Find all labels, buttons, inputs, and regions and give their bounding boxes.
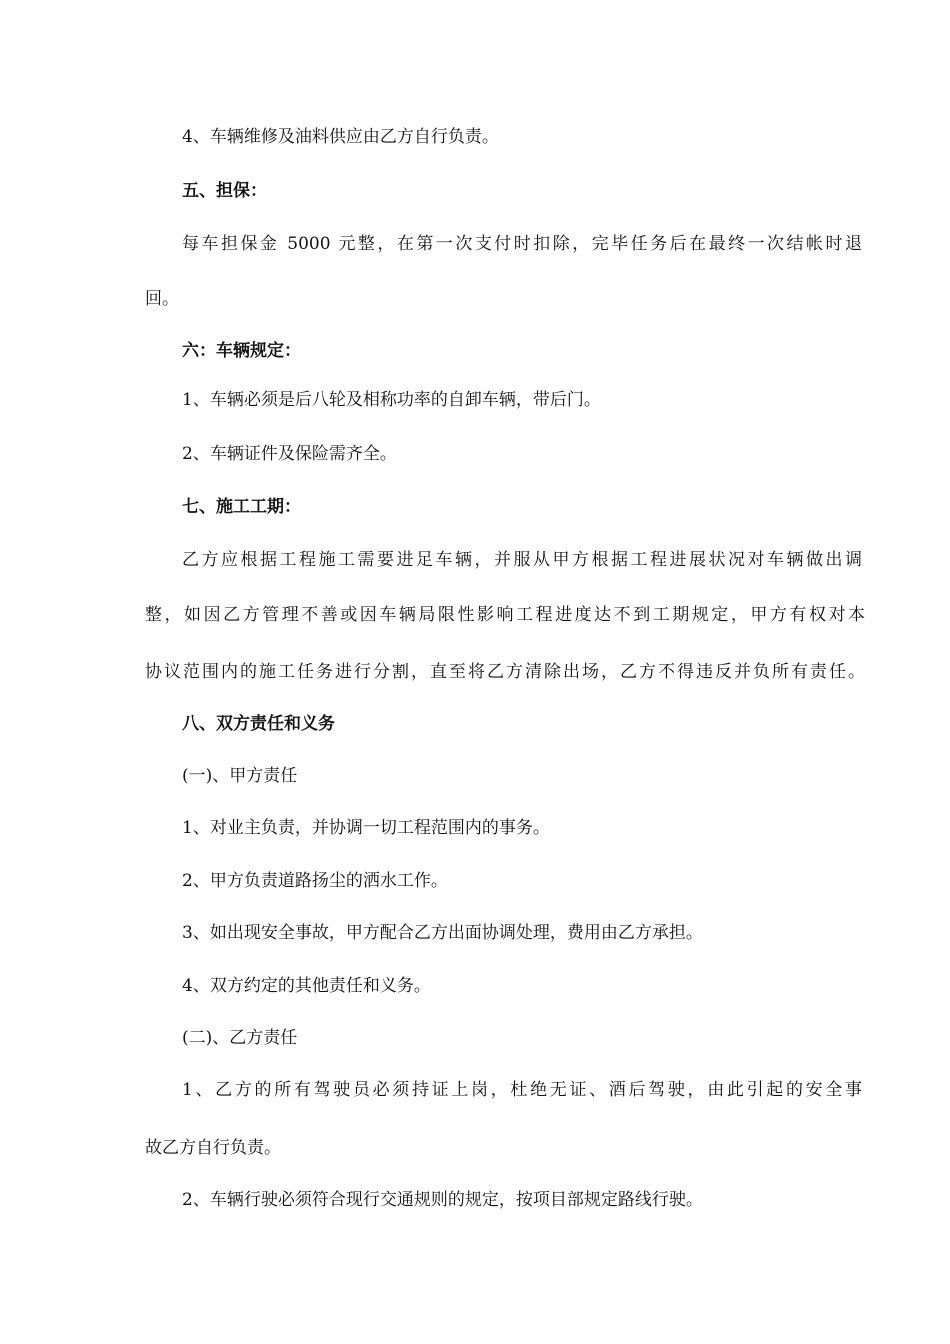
party-b-item-1-line-2: 故乙方自行负责。 (145, 1138, 281, 1158)
guarantee-text-line-1: 每车担保金 5000 元整，在第一次支付时扣除，完毕任务后在最终一次结帐时退 (182, 234, 862, 254)
guarantee-text-line-2: 回。 (145, 289, 179, 309)
heading-responsibilities: 八、双方责任和义务 (182, 714, 335, 734)
vehicle-rule-1: 1、车辆必须是后八轮及相称功率的自卸车辆，带后门。 (182, 390, 601, 410)
subheading-party-a: (一)、甲方责任 (182, 766, 298, 786)
heading-vehicle-rules: 六：车辆规定： (182, 341, 301, 361)
party-b-item-2: 2、车辆行驶必须符合现行交通规则的规定，按项目部规定路线行驶。 (182, 1190, 703, 1210)
heading-construction-period: 七、施工工期： (182, 497, 301, 517)
party-a-item-2: 2、甲方负责道路扬尘的洒水工作。 (182, 871, 448, 891)
party-a-item-4: 4、双方约定的其他责任和义务。 (182, 976, 431, 996)
party-b-item-1-line-1: 1、乙方的所有驾驶员必须持证上岗，杜绝无证、酒后驾驶，由此引起的安全事 (182, 1080, 862, 1100)
construction-period-line-2: 整，如因乙方管理不善或因车辆局限性影响工程进度达不到工期规定，甲方有权对本 (145, 605, 865, 625)
construction-period-line-1: 乙方应根据工程施工需要进足车辆，并服从甲方根据工程进展状况对车辆做出调 (182, 550, 862, 570)
vehicle-rule-2: 2、车辆证件及保险需齐全。 (182, 444, 397, 464)
clause-4-vehicle-maintenance: 4、车辆维修及油料供应由乙方自行负责。 (182, 127, 499, 147)
subheading-party-b: (二)、乙方责任 (182, 1028, 298, 1048)
party-a-item-1: 1、对业主负责，并协调一切工程范围内的事务。 (182, 818, 550, 838)
construction-period-line-3: 协议范围内的施工任务进行分割，直至将乙方清除出场，乙方不得违反并负所有责任。 (145, 662, 865, 682)
heading-guarantee: 五、担保： (182, 181, 267, 201)
party-a-item-3: 3、如出现安全事故，甲方配合乙方出面协调处理，费用由乙方承担。 (182, 923, 703, 943)
